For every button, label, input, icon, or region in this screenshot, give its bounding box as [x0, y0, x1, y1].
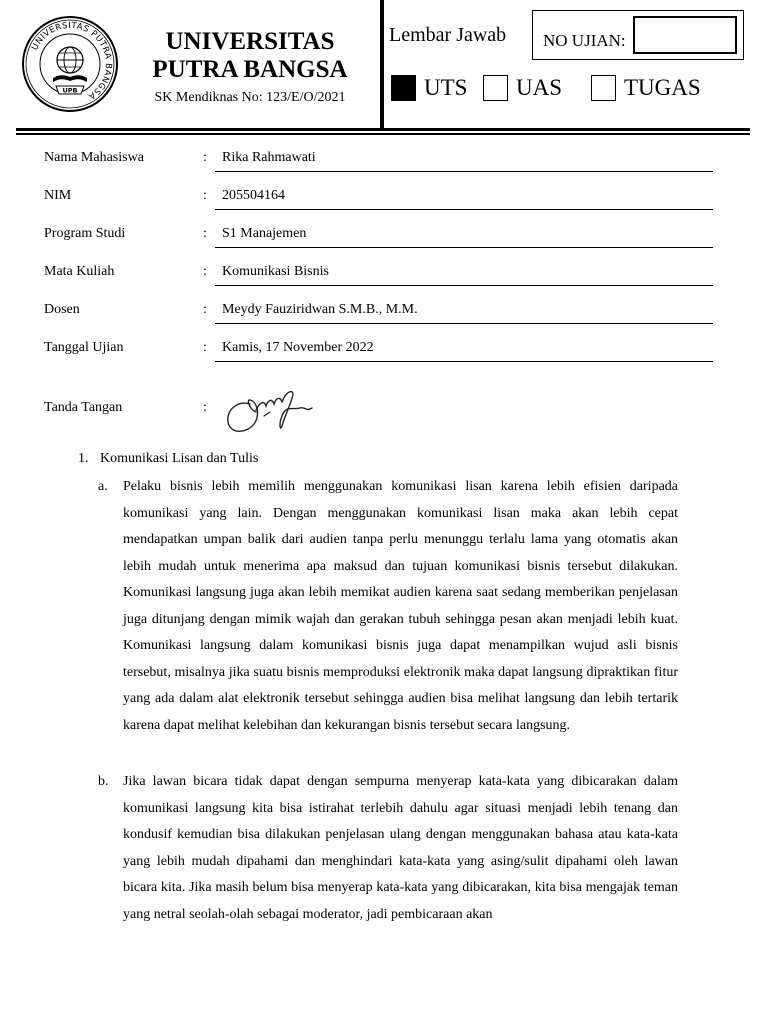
tugas-label: TUGAS	[624, 75, 701, 100]
field-signature	[44, 392, 714, 452]
field-value: Rika Rahmawati	[222, 150, 316, 165]
item-text: Jika lawan bicara tidak dapat dengan sempurna menyerap kata-kata yang dibicarakan dalam komunikasi langsung kita bisa istirahat terlebih dahulu agar situasi menjadi lebih tenang dan kondusif kemudian bisa dilakukan penjelasan ulang dengan menggunakan bahasa atau kata-kata yang lebih mudah dipahami dan menghindari kata-kata yang asing/sulit dipahami oleh lawan bicara kita. Jika masih belum bisa menyerap kata-kata yang dibicarakan, kita bisa mengajak teman yang netral seolah-olah sebagai moderator, jadi pembicaraan akan	[123, 774, 678, 922]
question-number: 1.	[78, 451, 89, 466]
item-text: Pelaku bisnis lebih memilih menggunakan komunikasi lisan karena lebih efisien daripada komunikasi yang lain. Dengan menggunakan komunikasi lisan maka akan lebih cepat mendapatkan umpan balik dari audien tanpa perlu menunggu terlalu lama yang otomatis akan lebih mudah untuk menerima apa maksud dan tujuan komunikasi bisnis tersebut dilakukan. Komunikasi langsung juga akan lebih memikat audien karena saat sedang memberikan penjelasan juga ditunjang dengan mimik wajah dan gerakan tubuh sehingga pesan akan menjadi lebih kuat. Komunikasi langsung dalam komunikasi bisnis juga dapat menampilkan wujud asli bisnis tersebut, misalnya jika suatu bisnis memproduksi elektronik maka dapat langsung dipraktikan fitur yang ada dalam alat elektronik tersebut sehingga audien bisa melihat langsung dan lebih tertarik karena dapat melihat kelebihan dan kekurangan bisnis tersebut secara langsung.	[123, 479, 678, 733]
field-label: Tanggal Ujian	[44, 340, 124, 355]
header-rule-thin	[16, 133, 750, 135]
question-title: Komunikasi Lisan dan Tulis	[100, 451, 259, 466]
exam-number-box	[532, 10, 744, 60]
field-colon: :	[203, 400, 207, 415]
field-lecturer	[44, 296, 714, 326]
field-label: Dosen	[44, 302, 80, 317]
field-value: Kamis, 17 November 2022	[222, 340, 374, 355]
exam-number-label: NO UJIAN:	[543, 31, 626, 50]
field-study-program	[44, 220, 714, 250]
university-name: UNIVERSITAS PUTRA BANGSA	[152, 28, 348, 83]
field-label: NIM	[44, 188, 72, 203]
field-value: S1 Manajemen	[222, 226, 307, 241]
uts-label: UTS	[424, 75, 468, 100]
field-student-name	[44, 144, 714, 174]
field-value: Meydy Fauziridwan S.M.B., M.M.	[222, 302, 418, 317]
field-value-line[interactable]	[215, 296, 713, 324]
field-colon: :	[203, 150, 207, 165]
logo-ring-text: UNIVERSITAS PUTRA BANGSA	[30, 20, 114, 102]
field-value-line[interactable]	[215, 220, 713, 248]
university-heading	[120, 28, 380, 106]
item-marker: a.	[98, 479, 108, 494]
exam-type-uas[interactable]	[483, 75, 562, 101]
field-colon: :	[203, 188, 207, 203]
signature-label: Tanda Tangan	[44, 400, 123, 415]
field-colon: :	[203, 226, 207, 241]
answer-sheet-label: Lembar Jawab	[389, 24, 507, 46]
exam-type-tugas[interactable]	[591, 75, 701, 101]
exam-number-field[interactable]	[633, 16, 737, 54]
uas-checkbox[interactable]	[483, 75, 508, 101]
field-colon: :	[203, 302, 207, 317]
header-divider	[380, 0, 384, 130]
logo-bottom-text: UPB	[62, 86, 78, 95]
field-label: Nama Mahasiswa	[44, 150, 144, 165]
university-logo	[20, 14, 120, 118]
header-rule-thick	[16, 128, 750, 131]
field-value-line[interactable]	[215, 258, 713, 286]
sk-number: SK Mendiknas No: 123/E/O/2021	[154, 90, 346, 105]
field-colon: :	[203, 340, 207, 355]
field-value-line[interactable]	[215, 182, 713, 210]
tugas-checkbox[interactable]	[591, 75, 616, 101]
field-exam-date	[44, 334, 714, 364]
item-marker: b.	[98, 774, 109, 789]
field-nim	[44, 182, 714, 212]
field-label: Program Studi	[44, 226, 126, 241]
field-course	[44, 258, 714, 288]
field-colon: :	[203, 264, 207, 279]
field-label: Mata Kuliah	[44, 264, 115, 279]
field-value-line[interactable]	[215, 144, 713, 172]
exam-type-uts[interactable]	[391, 75, 467, 101]
university-seal-icon	[20, 14, 120, 114]
field-value: 205504164	[222, 188, 285, 203]
field-value-line[interactable]	[215, 334, 713, 362]
field-value: Komunikasi Bisnis	[222, 264, 329, 279]
signature-image	[220, 382, 320, 444]
uas-label: UAS	[516, 75, 563, 100]
uts-checkbox[interactable]	[391, 75, 416, 101]
